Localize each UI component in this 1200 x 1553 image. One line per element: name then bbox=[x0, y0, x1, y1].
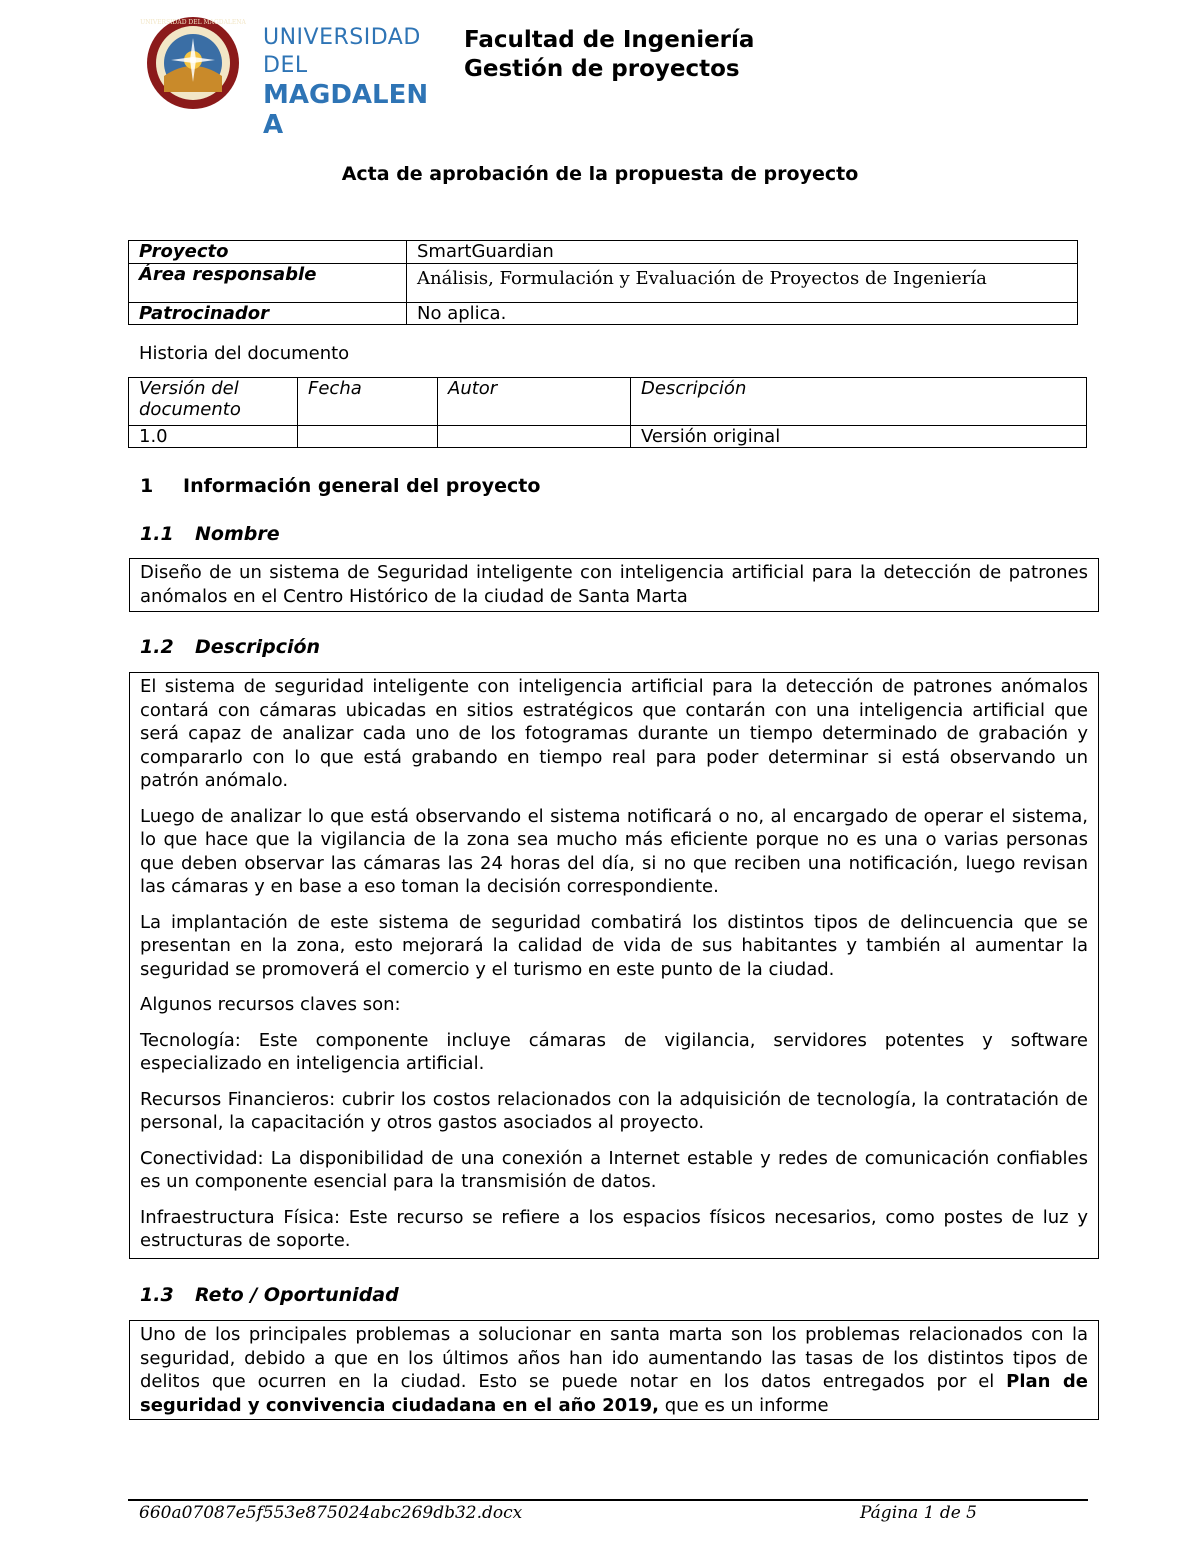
description-box bbox=[129, 672, 1099, 1259]
challenge-box bbox=[129, 1320, 1099, 1420]
section-number: 1.3 bbox=[140, 1284, 174, 1306]
logo-label: UNIVERSIDAD DEL MAGDALENA bbox=[140, 19, 246, 26]
name-box bbox=[129, 558, 1099, 612]
section-1-2-heading bbox=[140, 636, 320, 658]
table-cell bbox=[438, 426, 631, 448]
challenge-text-end: que es un informe bbox=[659, 1394, 829, 1416]
table-cell: Versión original bbox=[631, 426, 1087, 448]
history-table bbox=[128, 377, 1087, 448]
description-paragraph: Infraestructura Física: Este recurso se refiere a los espacios físicos necesarios, como postes de luz y estructuras de soporte. bbox=[140, 1206, 1088, 1251]
section-title: Descripción bbox=[195, 636, 321, 658]
table-row bbox=[129, 426, 1087, 448]
university-line-1: UNIVERSIDAD bbox=[263, 25, 421, 50]
section-title: Información general del proyecto bbox=[183, 475, 541, 497]
column-header: Descripción bbox=[631, 378, 1087, 426]
table-cell bbox=[298, 426, 438, 448]
university-line-2: DEL bbox=[263, 53, 308, 78]
column-header: Fecha bbox=[298, 378, 438, 426]
section-1-1-heading bbox=[140, 523, 280, 545]
university-line-3: MAGDALEN bbox=[263, 80, 429, 110]
area-label: Área responsable bbox=[129, 264, 407, 303]
university-line-4: A bbox=[263, 110, 284, 140]
table-row bbox=[129, 241, 1078, 264]
sponsor-label: Patrocinador bbox=[129, 303, 407, 325]
challenge-text-bold: Plan de seguridad y convivencia ciudadana en el año 2019, bbox=[140, 1371, 1088, 1416]
section-1-3-heading bbox=[140, 1284, 399, 1306]
footer-filename: 660a07087e5f553e875024abc269db32.docx bbox=[139, 1503, 523, 1523]
footer-page-number: Página 1 de 5 bbox=[860, 1503, 977, 1523]
description-paragraph: Luego de analizar lo que está observando el sistema notificará o no, al encargado de operar el sistema, lo que hace que la vigilancia de la zona sea mucho más eficiente porque no es una o varias personas que deben observar las cámaras las 24 horas del día, si no que reciben una notificación, luego revisan las cámaras y en base a eso toman la decisión correspondiente. bbox=[140, 805, 1088, 897]
project-info-table bbox=[128, 240, 1078, 325]
document-title: Acta de aprobación de la propuesta de proyecto bbox=[341, 163, 859, 185]
section-title: Reto / Oportunidad bbox=[195, 1284, 399, 1306]
column-header: Versión del documento bbox=[129, 378, 298, 426]
description-paragraph: El sistema de seguridad inteligente con inteligencia artificial para la detección de patrones anómalos contará con cámaras ubicadas en sitios estratégicos que contarán con una inteligencia artificial que será capaz de analizar cada uno de los fotogramas durante un tiempo determinado de grabación y compararlo con lo que está grabando en tiempo real para poder determinar si está observando un patrón anómalo. bbox=[140, 676, 1088, 791]
area-value: Análisis, Formulación y Evaluación de Proyectos de Ingeniería bbox=[407, 264, 1078, 303]
university-name bbox=[263, 24, 443, 140]
challenge-text bbox=[140, 1323, 1088, 1417]
description-paragraph: Recursos Financieros: cubrir los costos relacionados con la adquisición de tecnología, la contratación de personal, la capacitación y otros gastos asociados al proyecto. bbox=[140, 1088, 1088, 1133]
section-1-heading bbox=[140, 475, 540, 497]
sponsor-value: No aplica. bbox=[407, 303, 1078, 325]
table-cell: 1.0 bbox=[129, 426, 298, 448]
description-paragraph: Algunos recursos claves son: bbox=[140, 994, 401, 1015]
project-value: SmartGuardian bbox=[407, 241, 1078, 264]
table-row bbox=[129, 264, 1078, 303]
column-header: Autor bbox=[438, 378, 631, 426]
university-logo bbox=[140, 16, 246, 110]
section-number: 1.1 bbox=[140, 523, 174, 545]
description-paragraph: La implantación de este sistema de seguridad combatirá los distintos tipos de delincuencia que se presentan en la zona, esto mejorará la calidad de vida de sus habitantes y también al aumentar la seguridad se promoverá el comercio y el turismo en este punto de la ciudad. bbox=[140, 911, 1088, 980]
section-number: 1 bbox=[140, 475, 154, 497]
project-label: Proyecto bbox=[129, 241, 407, 264]
header-titles bbox=[464, 26, 754, 84]
footer-divider bbox=[128, 1499, 1088, 1501]
description-paragraph: Conectividad: La disponibilidad de una conexión a Internet estable y redes de comunicación confiables es un componente esencial para la transmisión de datos. bbox=[140, 1147, 1088, 1192]
section-title: Nombre bbox=[195, 523, 280, 545]
description-paragraph: Tecnología: Este componente incluye cámaras de vigilancia, servidores potentes y software especializado en inteligencia artificial. bbox=[140, 1029, 1088, 1074]
challenge-text-start: Uno de los principales problemas a solucionar en santa marta son los problemas relacionados con la seguridad, debido a que en los últimos años han ido aumentando las tasas de los distintos tipos de delitos que ocurren en la ciudad. Esto se puede notar en los datos entregados por el bbox=[140, 1324, 1088, 1392]
section-number: 1.2 bbox=[140, 636, 174, 658]
history-label: Historia del documento bbox=[139, 343, 350, 364]
table-row bbox=[129, 303, 1078, 325]
faculty-name: Facultad de Ingeniería bbox=[464, 27, 755, 53]
table-header-row bbox=[129, 378, 1087, 426]
project-name-text: Diseño de un sistema de Seguridad inteligente con inteligencia artificial para la detección de patrones anómalos en el Centro Histórico de la ciudad de Santa Marta bbox=[140, 562, 1088, 607]
course-name: Gestión de proyectos bbox=[464, 56, 740, 82]
